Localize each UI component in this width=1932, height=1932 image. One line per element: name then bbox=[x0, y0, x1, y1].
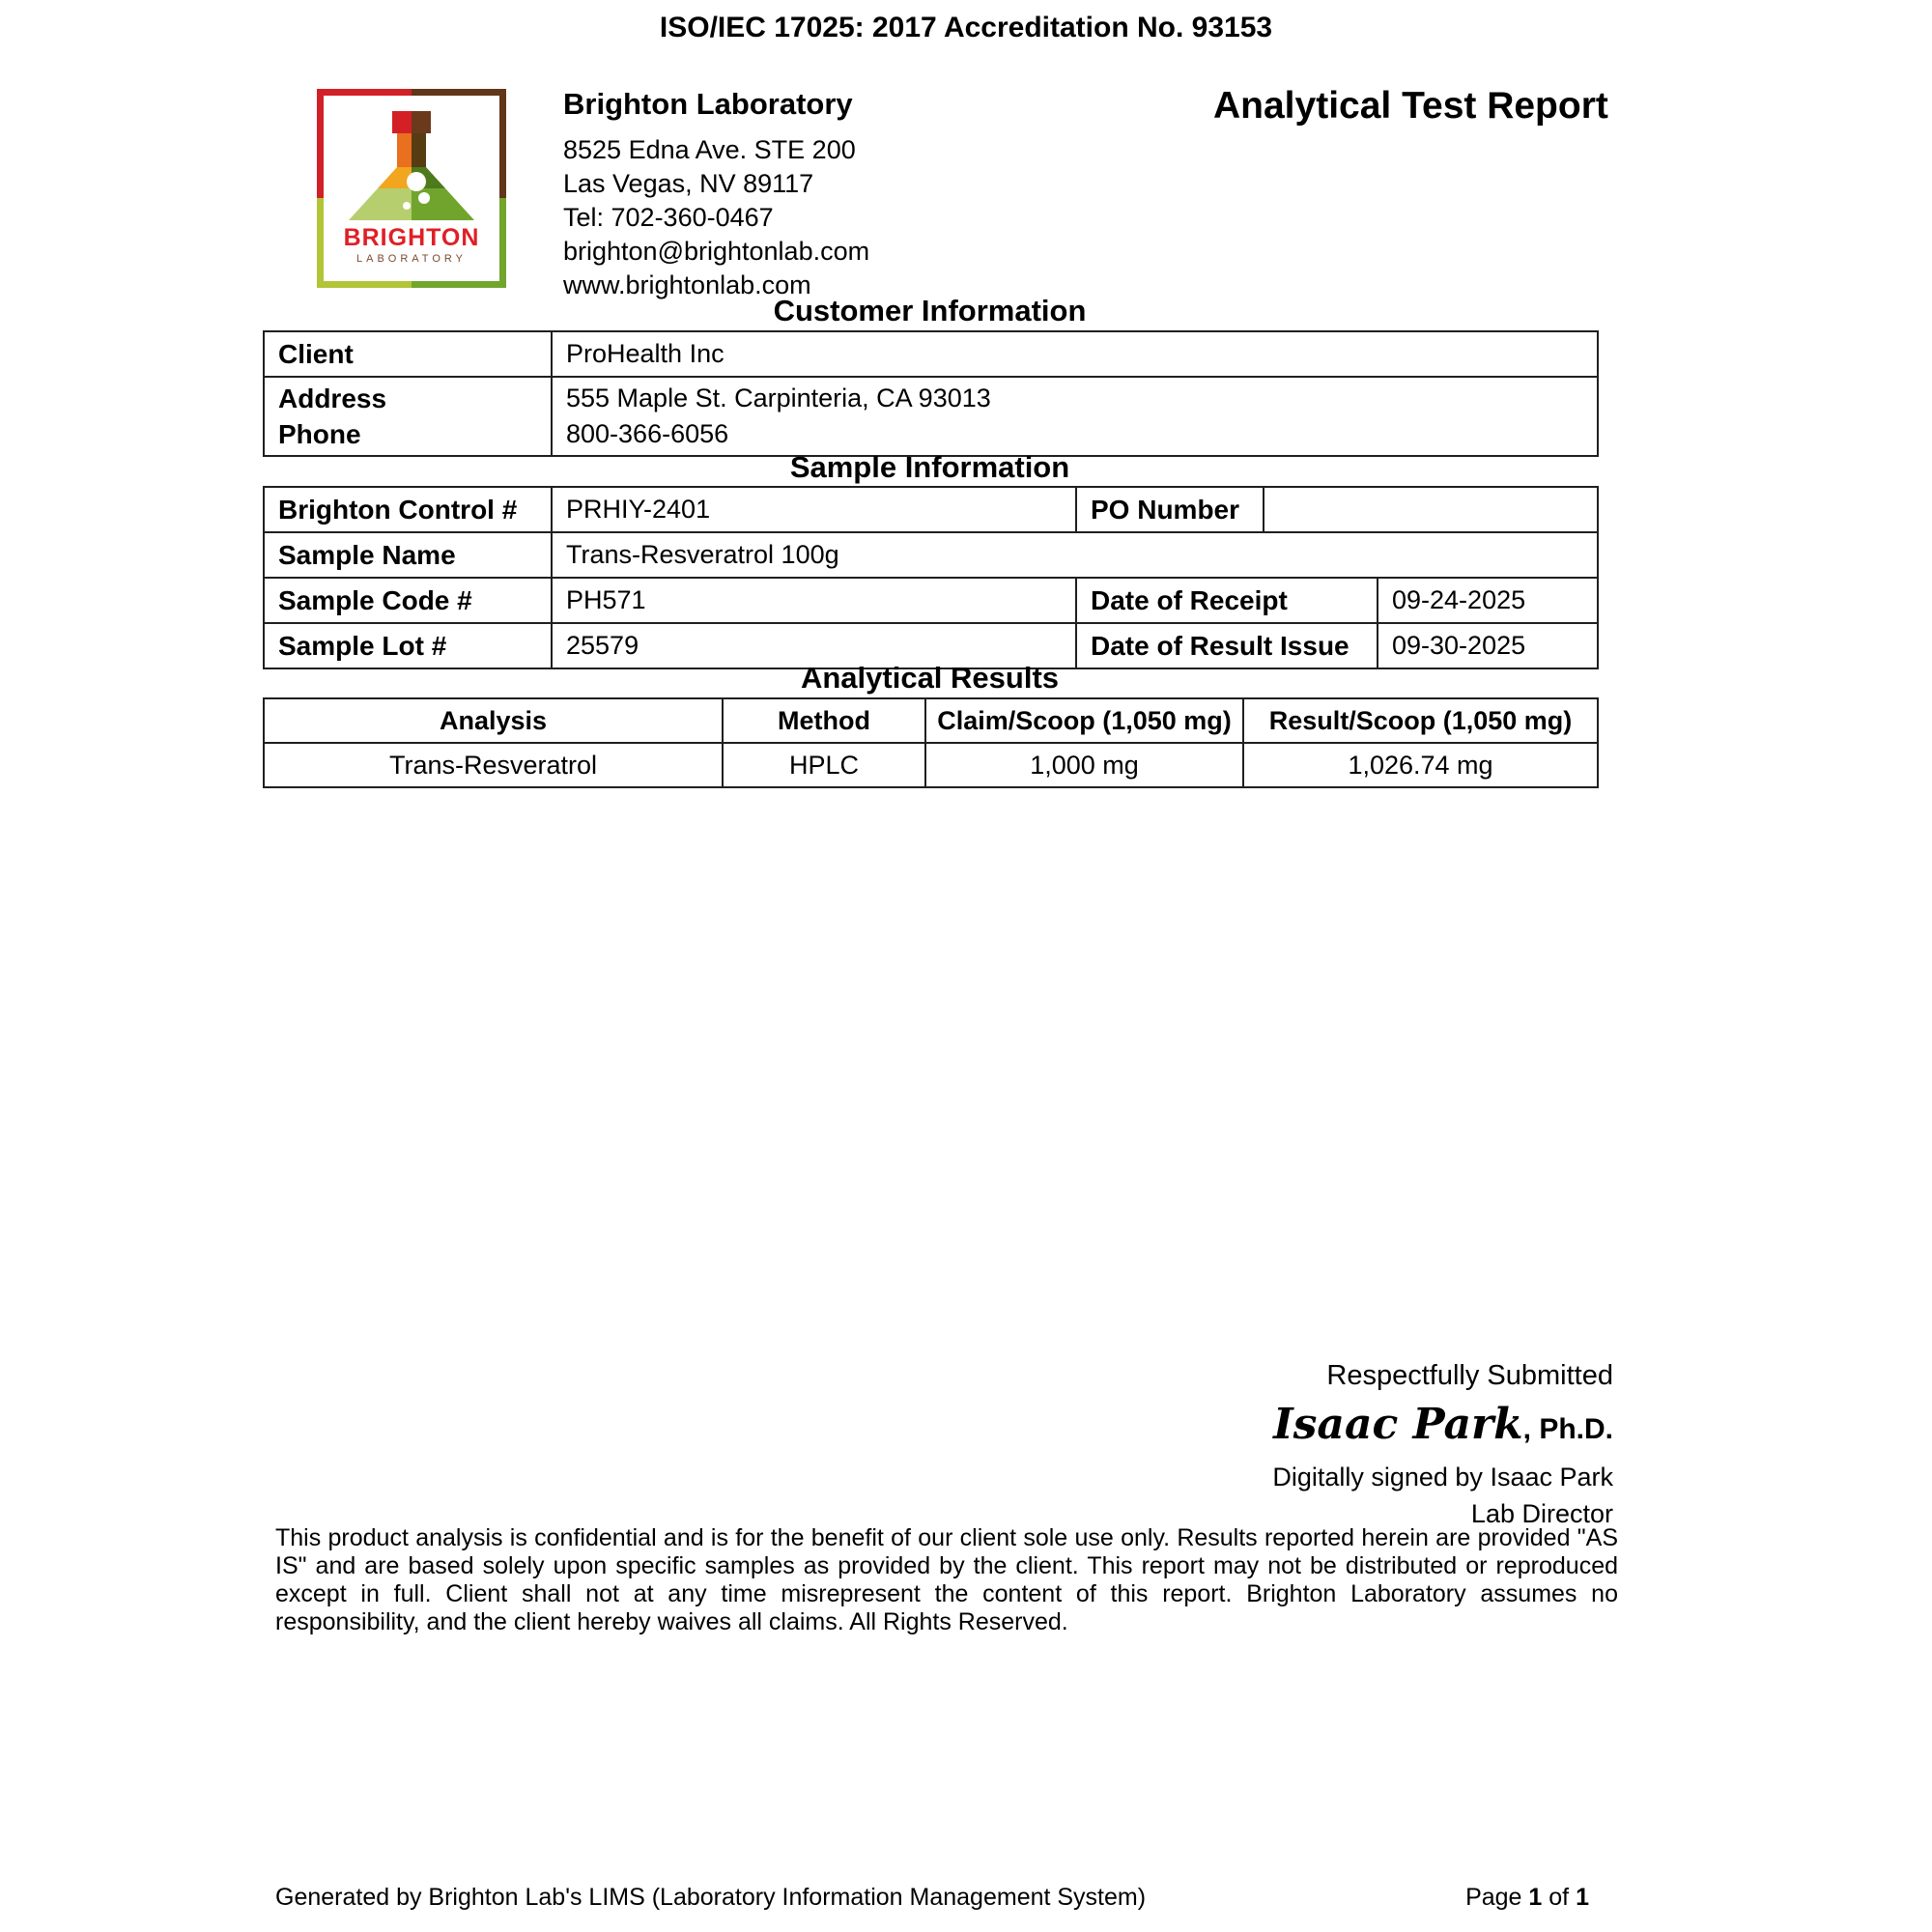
date-receipt-value: 09-24-2025 bbox=[1378, 578, 1598, 623]
control-number-value: PRHIY-2401 bbox=[552, 487, 1076, 532]
flask-cap-left bbox=[392, 111, 412, 133]
flask-bubble-large bbox=[407, 172, 426, 191]
signature-line bbox=[1272, 1400, 1613, 1449]
flask-neck-left bbox=[397, 133, 412, 167]
lab-phone: Tel: 702-360-0467 bbox=[563, 203, 774, 232]
signature-script-name: Isaac Park bbox=[1273, 1400, 1523, 1449]
date-issue-label: Date of Result Issue bbox=[1076, 623, 1378, 668]
po-number-value bbox=[1264, 487, 1598, 532]
phone-value: 800-366-6056 bbox=[566, 419, 729, 448]
signature-submitted-text: Respectfully Submitted bbox=[1326, 1360, 1613, 1391]
frame-bottom-right bbox=[412, 281, 506, 288]
flask-cap-right bbox=[412, 111, 431, 133]
flask-neck-right bbox=[412, 133, 426, 167]
lab-email: brighton@brightonlab.com bbox=[563, 237, 870, 266]
frame-left-top bbox=[317, 89, 324, 198]
col-analysis: Analysis bbox=[264, 698, 723, 743]
results-table bbox=[263, 697, 1599, 788]
generated-by-text: Generated by Brighton Lab's LIMS (Laboratory Information Management System) bbox=[275, 1884, 1147, 1911]
signature-suffix: , Ph.D. bbox=[1522, 1413, 1613, 1445]
client-value: ProHealth Inc bbox=[552, 331, 1598, 377]
page-footer bbox=[275, 1884, 1589, 1912]
page-indicator bbox=[1465, 1884, 1589, 1912]
date-receipt-label: Date of Receipt bbox=[1076, 578, 1378, 623]
brighton-logo bbox=[317, 89, 506, 288]
sample-info-table bbox=[263, 486, 1599, 669]
sample-code-value: PH571 bbox=[552, 578, 1076, 623]
lab-website: www.brightonlab.com bbox=[563, 270, 811, 299]
disclaimer-text: This product analysis is confidential and is for the benefit of our client sole use only. Results reported herein are provided "AS IS" and are based solely upon specific samples as provided by the client. This report may not be distributed or reproduced except in full. Client shall not at any time misrepresent the content of this report. Brighton Laboratory assumes no responsibility, and the client hereby waives all claims. All Rights Reserved. bbox=[275, 1524, 1618, 1635]
flask-lower-left bbox=[349, 188, 412, 220]
method-value: HPLC bbox=[723, 743, 925, 787]
page-total: 1 bbox=[1576, 1884, 1589, 1911]
col-method: Method bbox=[723, 698, 925, 743]
customer-section-title: Customer Information bbox=[773, 294, 1087, 327]
sample-code-label: Sample Code # bbox=[264, 578, 552, 623]
lab-contact-block bbox=[563, 87, 869, 302]
address-label: Address bbox=[278, 384, 387, 413]
results-data-row bbox=[264, 743, 1598, 787]
sample-section-title: Sample Information bbox=[789, 450, 1070, 484]
frame-bottom-left bbox=[317, 281, 412, 288]
signature-role: Lab Director bbox=[1470, 1499, 1613, 1528]
sample-lot-label: Sample Lot # bbox=[264, 623, 552, 668]
lab-name: Brighton Laboratory bbox=[563, 87, 853, 121]
report-title: Analytical Test Report bbox=[1213, 85, 1608, 127]
analysis-value: Trans-Resveratrol bbox=[264, 743, 723, 787]
claim-value: 1,000 mg bbox=[925, 743, 1243, 787]
frame-top-right bbox=[412, 89, 506, 96]
date-issue-value: 09-30-2025 bbox=[1378, 623, 1598, 668]
col-claim: Claim/Scoop (1,050 mg) bbox=[925, 698, 1243, 743]
results-section-title: Analytical Results bbox=[800, 661, 1060, 695]
flask-bubble-medium bbox=[418, 192, 430, 204]
customer-info-table bbox=[263, 330, 1599, 457]
lab-address-line2: Las Vegas, NV 89117 bbox=[563, 169, 814, 198]
lab-address-line1: 8525 Edna Ave. STE 200 bbox=[563, 135, 856, 164]
frame-right-top bbox=[499, 89, 506, 198]
sample-name-value: Trans-Resveratrol 100g bbox=[552, 532, 1598, 578]
flask-bubble-small bbox=[403, 202, 411, 210]
accreditation-text: ISO/IEC 17025: 2017 Accreditation No. 93153 bbox=[659, 12, 1273, 43]
sample-lot-value: 25579 bbox=[552, 623, 1076, 668]
page-word: Page bbox=[1465, 1884, 1522, 1911]
client-label: Client bbox=[264, 331, 552, 377]
control-number-label: Brighton Control # bbox=[264, 487, 552, 532]
flask-shoulder-left bbox=[378, 167, 412, 188]
result-value: 1,026.74 mg bbox=[1243, 743, 1598, 787]
po-number-label: PO Number bbox=[1076, 487, 1264, 532]
logo-subtext: LABORATORY bbox=[356, 253, 467, 265]
sample-name-label: Sample Name bbox=[264, 532, 552, 578]
address-phone-labels bbox=[264, 377, 552, 456]
page-current: 1 bbox=[1528, 1884, 1543, 1911]
flask-lower-right bbox=[412, 188, 474, 220]
address-phone-values bbox=[552, 377, 1598, 456]
logo-wordmark: BRIGHTON bbox=[343, 224, 480, 251]
frame-top-left bbox=[317, 89, 412, 96]
signature-digital-text: Digitally signed by Isaac Park bbox=[1272, 1463, 1613, 1492]
page-of-word: of bbox=[1548, 1884, 1570, 1911]
address-value: 555 Maple St. Carpinteria, CA 93013 bbox=[566, 384, 991, 412]
results-header-row bbox=[264, 698, 1598, 743]
phone-label: Phone bbox=[278, 419, 361, 449]
signature-block bbox=[1272, 1360, 1613, 1529]
col-result: Result/Scoop (1,050 mg) bbox=[1243, 698, 1598, 743]
